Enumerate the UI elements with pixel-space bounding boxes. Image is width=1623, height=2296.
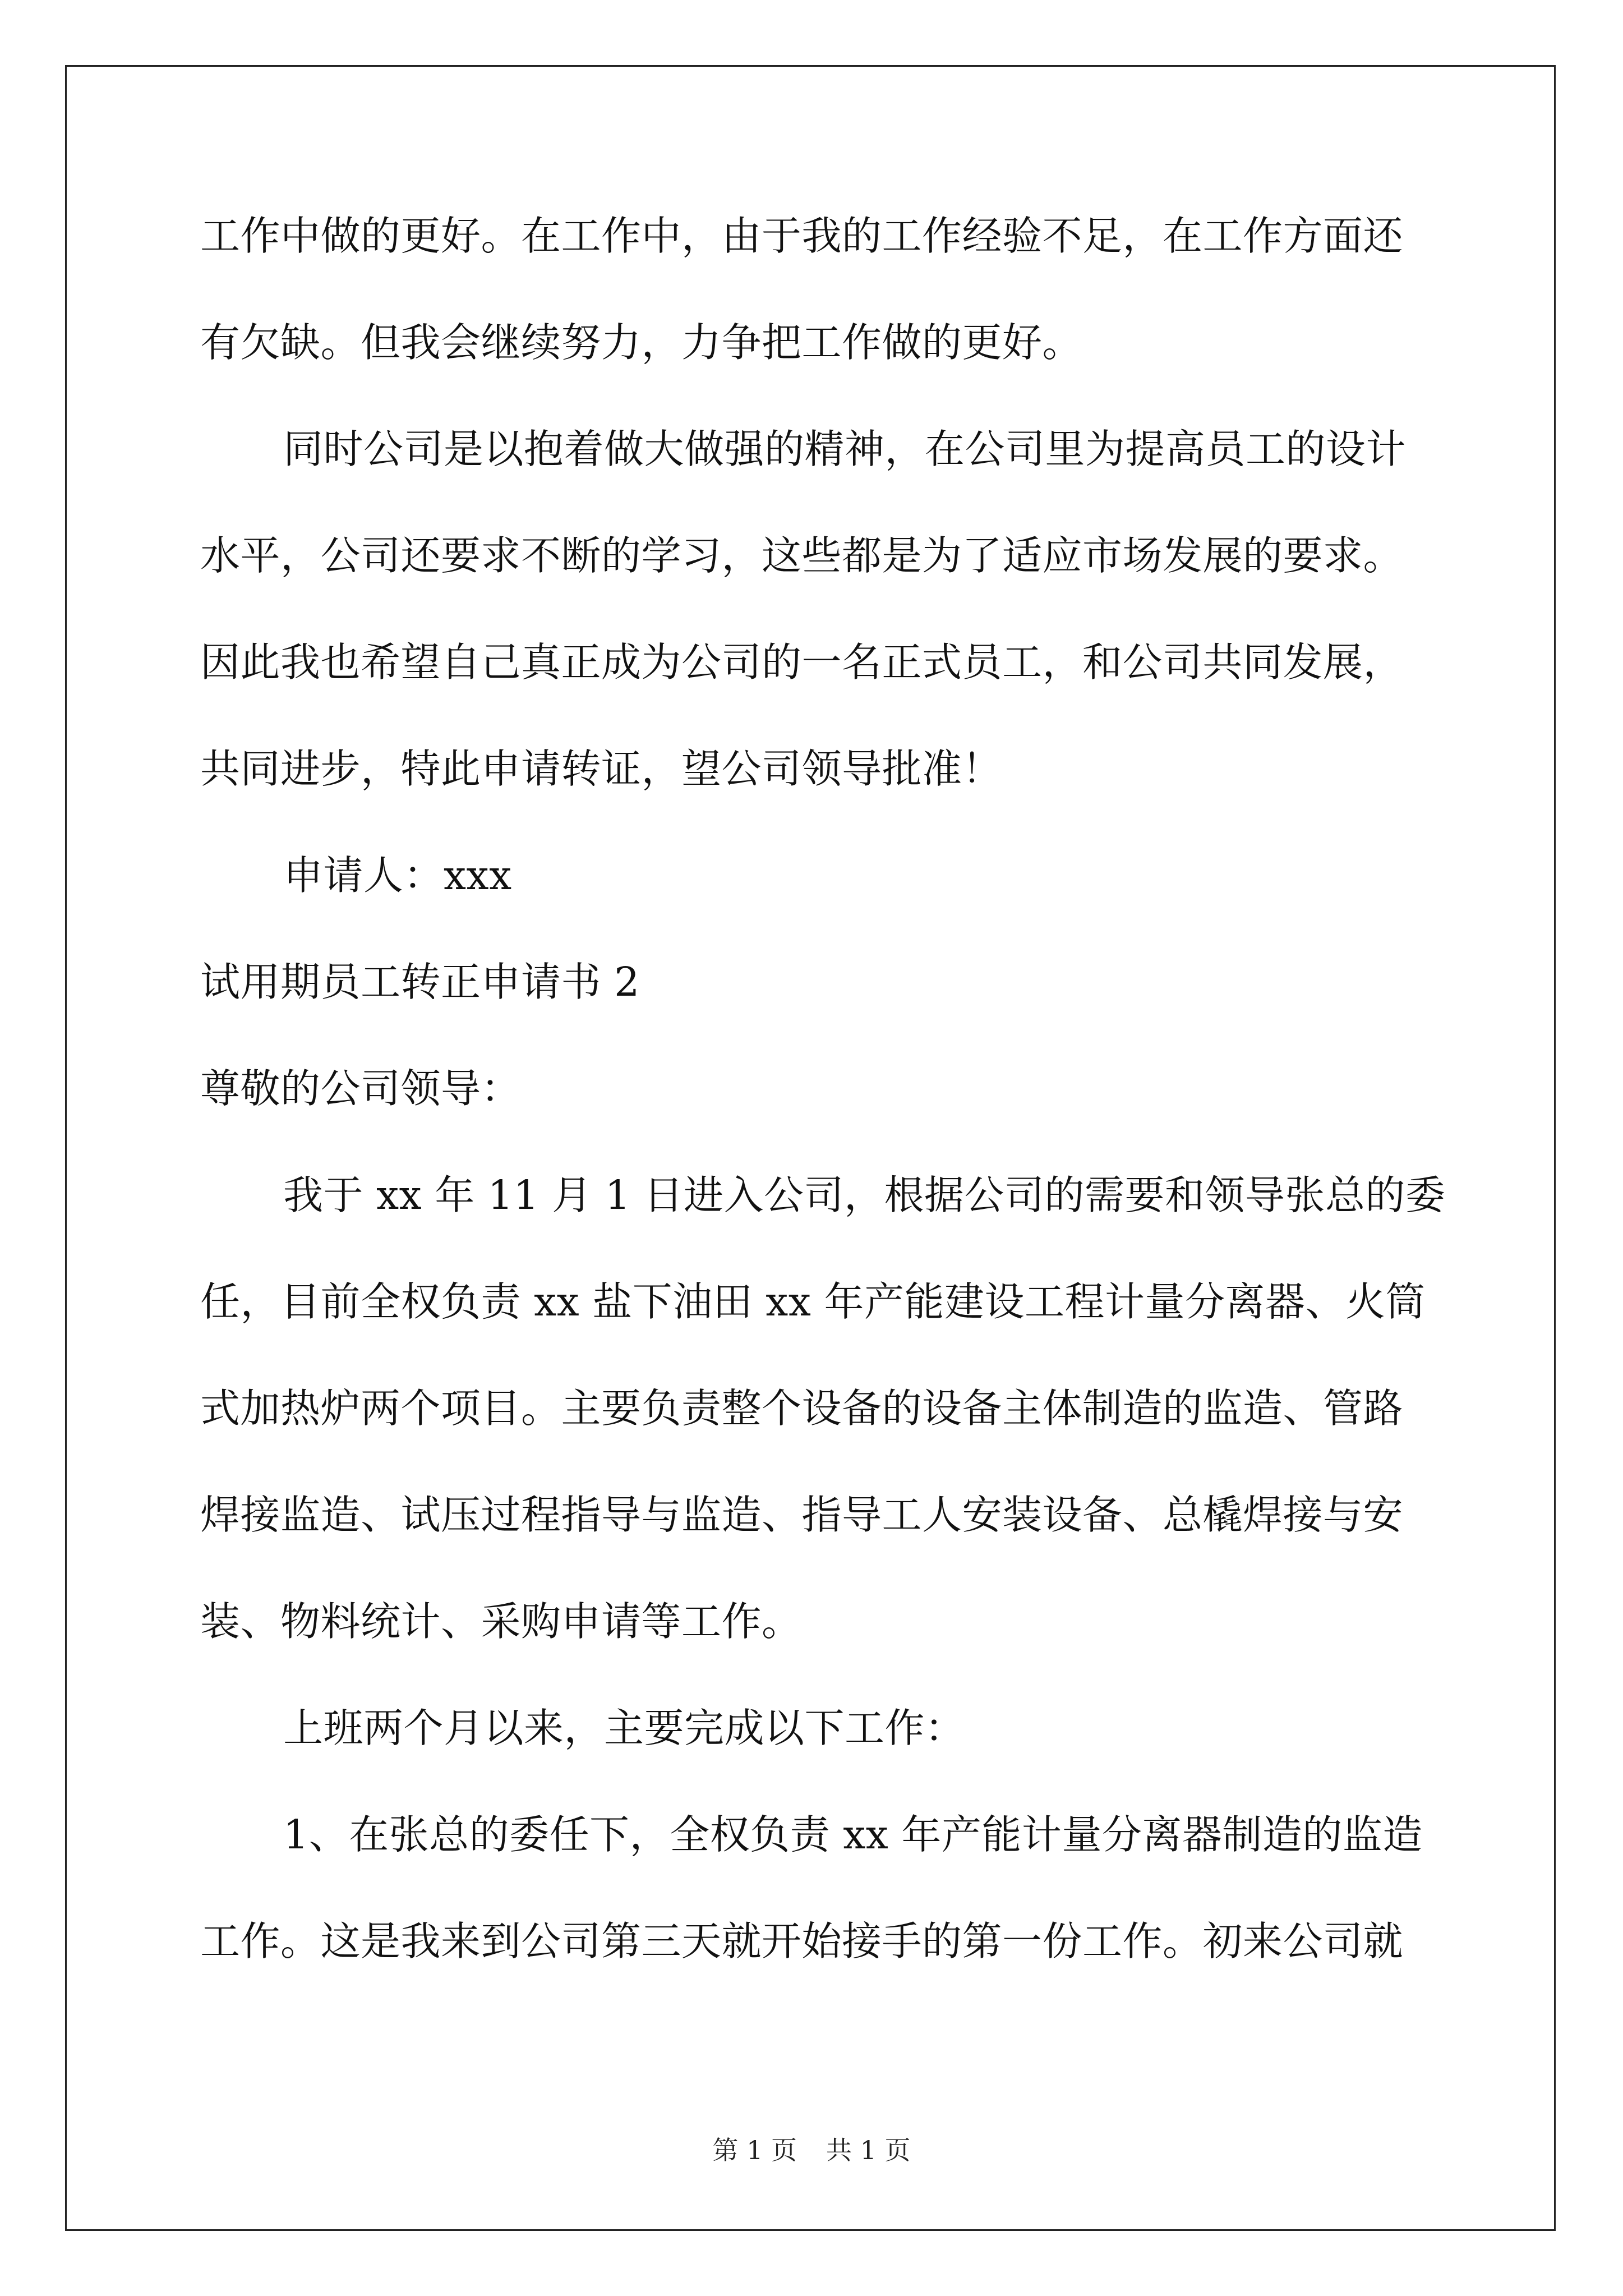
document-body: [200, 213, 1446, 2028]
body-line: 上班两个月以来，主要完成以下工作：: [283, 1705, 965, 1751]
body-line: 焊接监造、试压过程指导与监造、指导工人安装设备、总橇焊接与安: [200, 1492, 1404, 1538]
body-line: 因此我也希望自己真正成为公司的一名正式员工，和公司共同发展，: [200, 639, 1404, 685]
body-line: 我于 xx 年 11 月 1 日进入公司，根据公司的需要和领导张总的委: [283, 1172, 1446, 1218]
body-line: 共同进步，特此申请转证，望公司领导批准！: [200, 746, 1003, 792]
body-line: 同时公司是以抱着做大做强的精神，在公司里为提高员工的设计: [283, 426, 1407, 472]
body-line: 式加热炉两个项目。主要负责整个设备的设备主体制造的监造、管路: [200, 1385, 1404, 1432]
body-line: 工作中做的更好。在工作中，由于我的工作经验不足，在工作方面还: [200, 213, 1404, 259]
section-title: 试用期员工转正申请书 2: [200, 959, 640, 1005]
body-line: 工作。这是我来到公司第三天就开始接手的第一份工作。初来公司就: [200, 1918, 1404, 1964]
page-total: 共 1 页: [826, 2135, 911, 2165]
body-line: 装、物料统计、采购申请等工作。: [200, 1598, 802, 1645]
body-line: 任，目前全权负责 xx 盐下油田 xx 年产能建设工程计量分离器、火筒: [200, 1278, 1426, 1325]
body-line: 水平，公司还要求不断的学习，这些都是为了适应市场发展的要求。: [200, 532, 1404, 579]
body-line: 有欠缺。但我会继续努力，力争把工作做的更好。: [200, 319, 1083, 366]
applicant-line: 申请人：xxx: [283, 852, 512, 899]
page-number: 第 1 页: [712, 2135, 797, 2165]
body-line: 1、在张总的委任下，全权负责 xx 年产能计量分离器制造的监造: [283, 1811, 1423, 1858]
page-footer: [0, 2137, 1623, 2163]
salutation: 尊敬的公司领导：: [200, 1065, 522, 1112]
